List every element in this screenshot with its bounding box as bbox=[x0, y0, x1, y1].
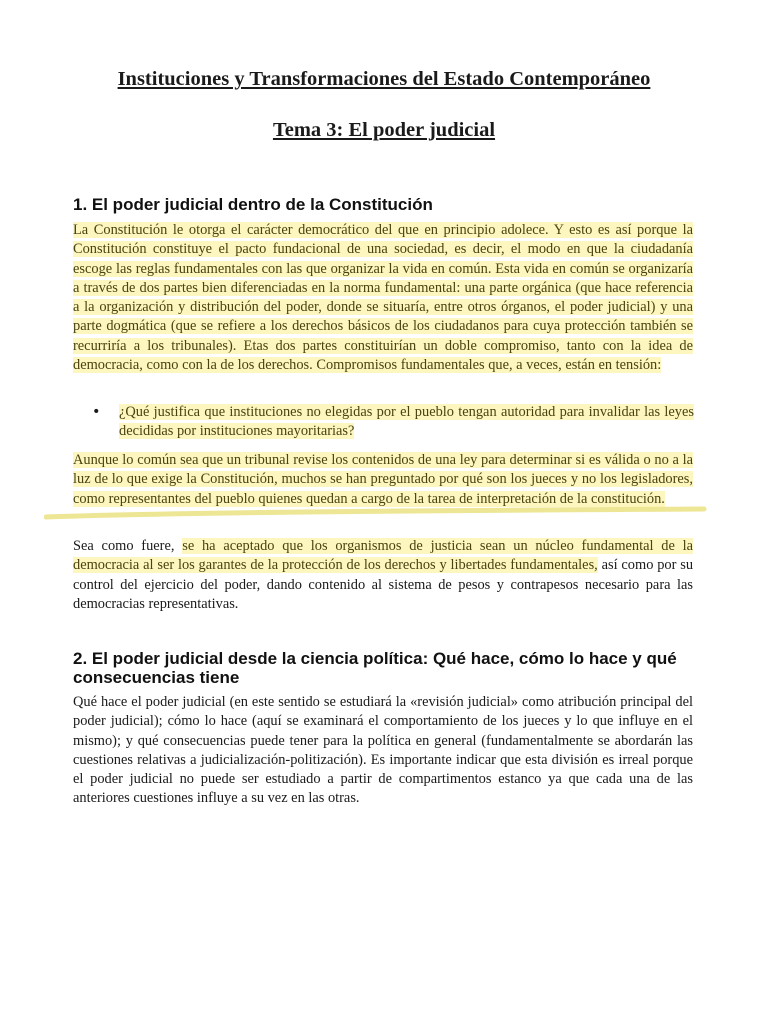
section-2-paragraph-1: Qué hace el poder judicial (en este sentido se estudiará la «revisión judicial» como atribución principal del poder judicial); cómo lo hace (aquí se examinará el comportamiento de los jueces y lo que influye en el mismo); y qué consecuencias puede tener para la política en general (fundamentalmente se abordarán las cuestiones relativas a judicialización-politización). Es importante indicar que esta división es irreal porque el poder judicial no puede ser estudiado a partir de compartimentos estanco ya que cada una de las anteriores cuestiones influye a su vez en las otras. bbox=[73, 694, 693, 807]
bullet-icon: • bbox=[92, 404, 101, 420]
highlighted-text: ¿Qué justifica que instituciones no elegidas por el pueblo tengan autoridad para invalidar las leyes decididas por instituciones mayoritarias? bbox=[119, 404, 694, 440]
pen-stroke-mark bbox=[44, 505, 708, 525]
highlighted-text: La Constitución le otorga el carácter democrático del que en principio adolece. Y esto es así porque la Constitución constituye el pacto fundacional de una sociedad, es decir, el modo en que la ciudadanía escoge las reglas fundamentales con las que organizar la vida en común. Esta vida en común se organizaría a través de dos partes bien diferenciadas en la norma fundamental: una parte orgánica (que hace referencia a la organización y distribución del poder, donde se situaría, entre otros órganos, el poder judicial) y una parte dogmática (que se refiere a los derechos básicos de los ciudadanos para cuya protección también se recurriría a los tribunales). Etas dos partes constituirían un doble compromiso, tanto con la idea de democracia, como con la de los derechos. Compromisos fundamentales que, a veces, están en tensión: bbox=[73, 222, 693, 374]
document-title: Instituciones y Transformaciones del Estado Contemporáneo bbox=[117, 68, 651, 90]
section-1-paragraph-2 bbox=[73, 451, 693, 509]
highlighted-text: se ha aceptado que los organismos de justicia sean un núcleo fundamental de la democracia al ser los garantes de la protección de los derechos y libertades fundamentales, bbox=[73, 538, 693, 574]
section-1-paragraph-3 bbox=[73, 537, 693, 614]
section-2-heading: 2. El poder judicial desde la ciencia política: Qué hace, cómo lo hace y qué consecuencias tiene bbox=[73, 649, 677, 687]
plain-text: Sea como fuere, bbox=[73, 538, 183, 554]
section-1-paragraph-1 bbox=[73, 221, 693, 375]
bullet-text bbox=[119, 403, 694, 442]
section-1-heading: 1. El poder judicial dentro de la Constitución bbox=[73, 195, 433, 214]
plain-text: así como por su control del ejercicio del poder, dando contenido al sistema de pesos y contrapesos necesario para las democracias representativas. bbox=[73, 557, 694, 612]
document-subtitle: Tema 3: El poder judicial bbox=[272, 119, 496, 141]
highlighted-text: Aunque lo común sea que un tribunal revise los contenidos de una ley para determinar si es válida o no a la luz de lo que exige la Constitución, muchos se han preguntado por qué son los jueces y no los legisladores, como representantes del pueblo quienes quedan a cargo de la tarea de interpretación de la constitución. bbox=[73, 452, 693, 507]
